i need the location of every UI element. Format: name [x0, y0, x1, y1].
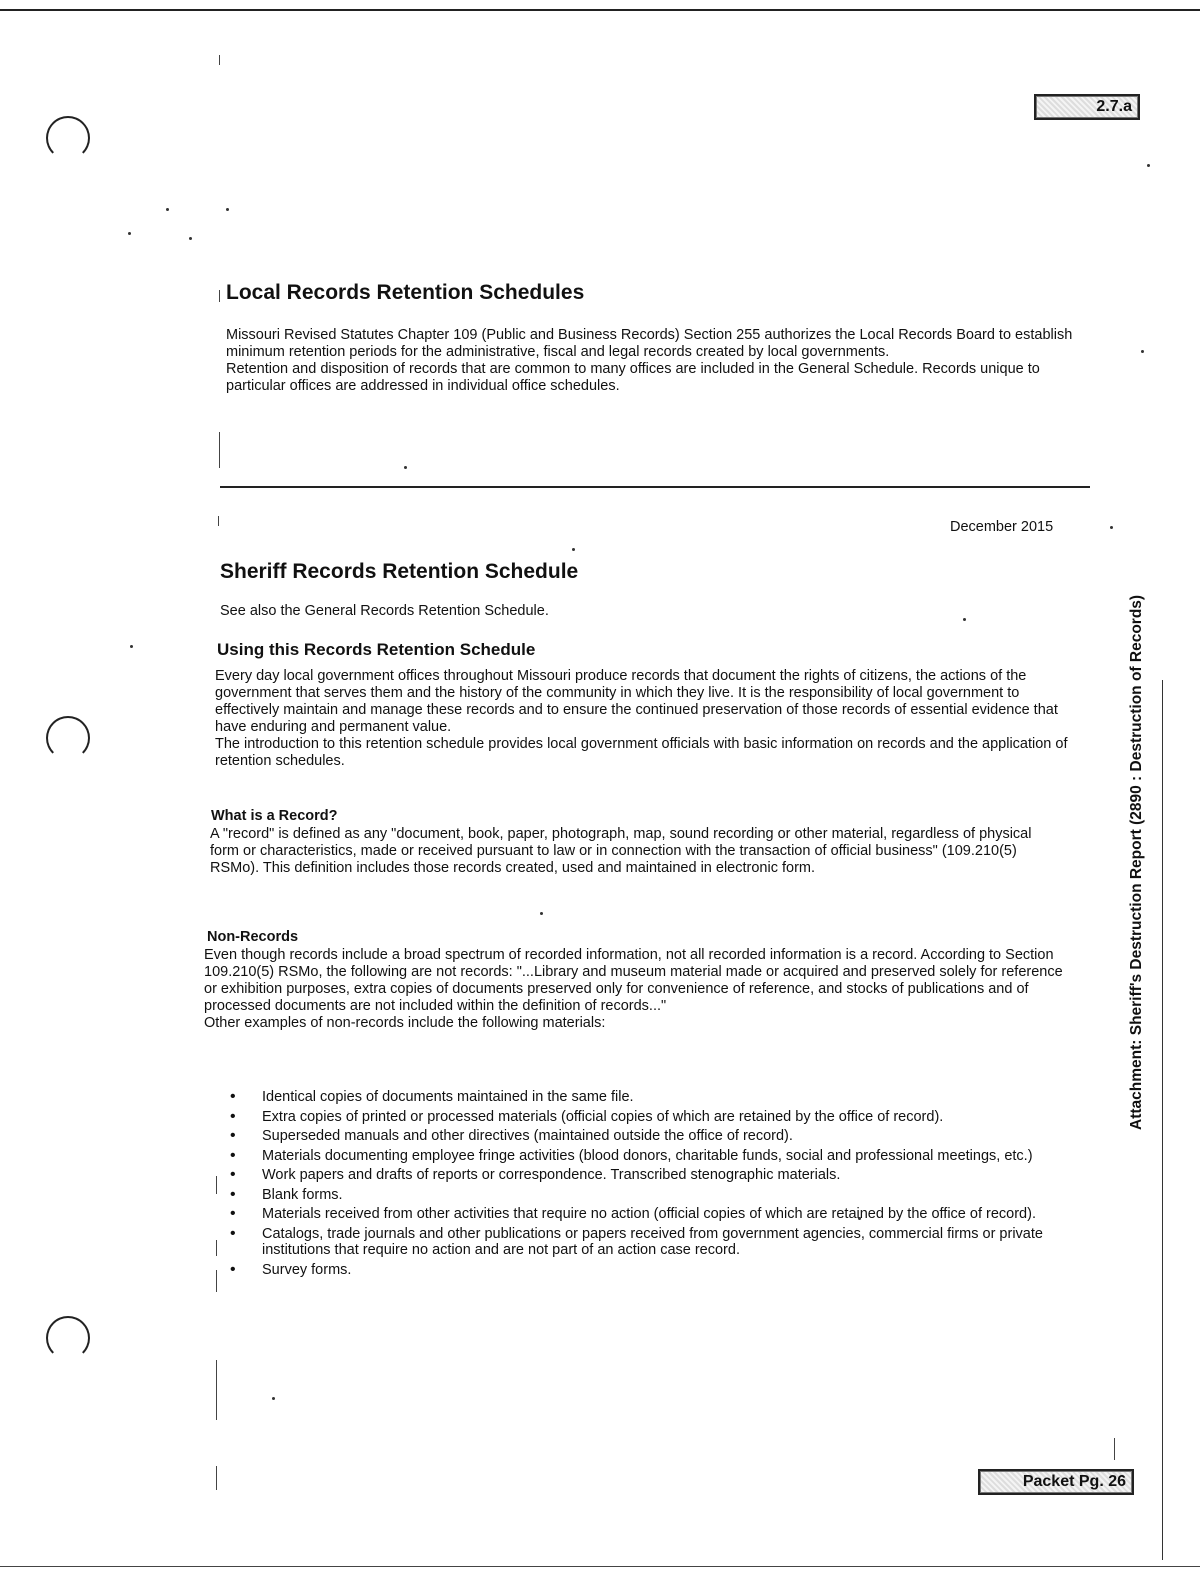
scan-top-edge [0, 9, 1200, 11]
what-is-record-heading: What is a Record? [211, 808, 338, 824]
list-item: • Superseded manuals and other directives (maintained outside the office of record). [228, 1128, 1068, 1145]
list-item: • Materials received from other activities that require no action (official copies of which are retained by the office of record). [228, 1206, 1068, 1223]
scan-speck [404, 466, 407, 469]
list-item: • Materials documenting employee fringe activities (blood donors, charitable funds, social and professional meetings, etc.) [228, 1148, 1068, 1165]
scan-speck [540, 912, 543, 915]
scan-mark [219, 432, 220, 468]
using-schedule-heading: Using this Records Retention Schedule [217, 640, 536, 659]
non-records-heading: Non-Records [207, 929, 299, 945]
using-schedule-paragraph-2: The introduction to this retention schedule provides local government officials with basic information on records and the application of retention schedules. [215, 736, 1068, 769]
scan-mark [216, 1176, 217, 1194]
scan-mark [216, 1360, 217, 1420]
section-divider [220, 486, 1090, 488]
non-records-paragraph: Even though records include a broad spectrum of recorded information, not all recorded information is a record. According to Section 109.210(5) RSMo, the following are not records: "...Library and museum material made or acquired and preserved solely for reference or exhibition purposes, extra copies of documents preserved only for convenience of reference, and stocks of publications and of processed documents are not included within the definition of records..." [204, 947, 1063, 1014]
packet-page-stamp: Packet Pg. 26 [978, 1469, 1134, 1495]
sheriff-schedule-title: Sheriff Records Retention Schedule [220, 560, 579, 583]
scan-mark [216, 1240, 217, 1256]
list-item: • Survey forms. [228, 1262, 1068, 1279]
scan-speck [166, 208, 169, 211]
scan-mark [1114, 1438, 1115, 1460]
list-item: • Catalogs, trade journals and other publications or papers received from government agencies, commercial firms or private institutions that require no action and are not part of an action case record. [228, 1226, 1068, 1259]
list-item: • Work papers and drafts of reports or correspondence. Transcribed stenographic materials. [228, 1167, 1068, 1184]
punch-hole-icon [46, 116, 90, 160]
scan-speck [189, 237, 192, 240]
punch-hole-icon [46, 716, 90, 760]
scan-speck [1147, 164, 1150, 167]
schedule-date: December 2015 [950, 519, 1054, 535]
list-item: • Identical copies of documents maintained in the same file. [228, 1089, 1068, 1106]
scan-speck [226, 208, 229, 211]
scan-mark [218, 516, 219, 526]
see-also-note: See also the General Records Retention Schedule. [220, 603, 549, 619]
scan-right-edge [1162, 680, 1163, 1560]
scan-speck [963, 618, 966, 621]
using-schedule-paragraph: Every day local government offices throughout Missouri produce records that document the rights of citizens, the actions of the government that serves them and the history of the community in which they live. It is the responsibility of local government to effectively maintain and manage these records and to ensure the continued preservation of those records of essential evidence that have enduring and permanent value. [215, 668, 1058, 735]
punch-hole-icon [46, 1316, 90, 1360]
scan-mark [216, 1466, 217, 1490]
scan-mark [219, 290, 220, 302]
scan-speck [1141, 350, 1144, 353]
local-schedules-title: Local Records Retention Schedules [226, 281, 585, 304]
scan-speck [128, 232, 131, 235]
non-records-list [228, 1089, 1068, 1281]
using-schedule-text [215, 668, 1085, 770]
page-stamp-label: 2.7.a [1034, 94, 1140, 120]
attachment-side-note: Attachment: Sheriff's Destruction Report (2890 : Destruction of Records) [1128, 594, 1145, 1130]
local-schedules-paragraph: Missouri Revised Statutes Chapter 109 (Public and Business Records) Section 255 authorizes the Local Records Board to establish minimum retention periods for the administrative, fiscal and legal records created by local governments. [226, 327, 1073, 360]
list-item: • Blank forms. [228, 1187, 1068, 1204]
non-records-text [204, 947, 1074, 1032]
local-schedules-paragraph-2: Retention and disposition of records that are common to many offices are included in the General Schedule. Records unique to particular offices are addressed in individual office schedules. [226, 361, 1040, 394]
scan-speck [130, 645, 133, 648]
scan-mark [216, 1270, 217, 1292]
non-records-intro: Other examples of non-records include the following materials: [204, 1015, 606, 1031]
list-item: • Extra copies of printed or processed materials (official copies of which are retained by the office of record). [228, 1109, 1068, 1126]
scan-speck [1110, 526, 1113, 529]
record-definition-paragraph: A "record" is defined as any "document, book, paper, photograph, map, sound recording or other material, regardless of physical form or characteristics, made or received pursuant to law or in connection with the transaction of official business" (109.210(5) RSMo). This definition includes those records created, used and maintained in electronic form. [210, 826, 1032, 876]
scan-mark [219, 55, 220, 65]
scan-speck [272, 1397, 275, 1400]
scan-speck [572, 548, 575, 551]
scan-bottom-edge [0, 1566, 1200, 1567]
local-schedules-text [226, 327, 1096, 395]
